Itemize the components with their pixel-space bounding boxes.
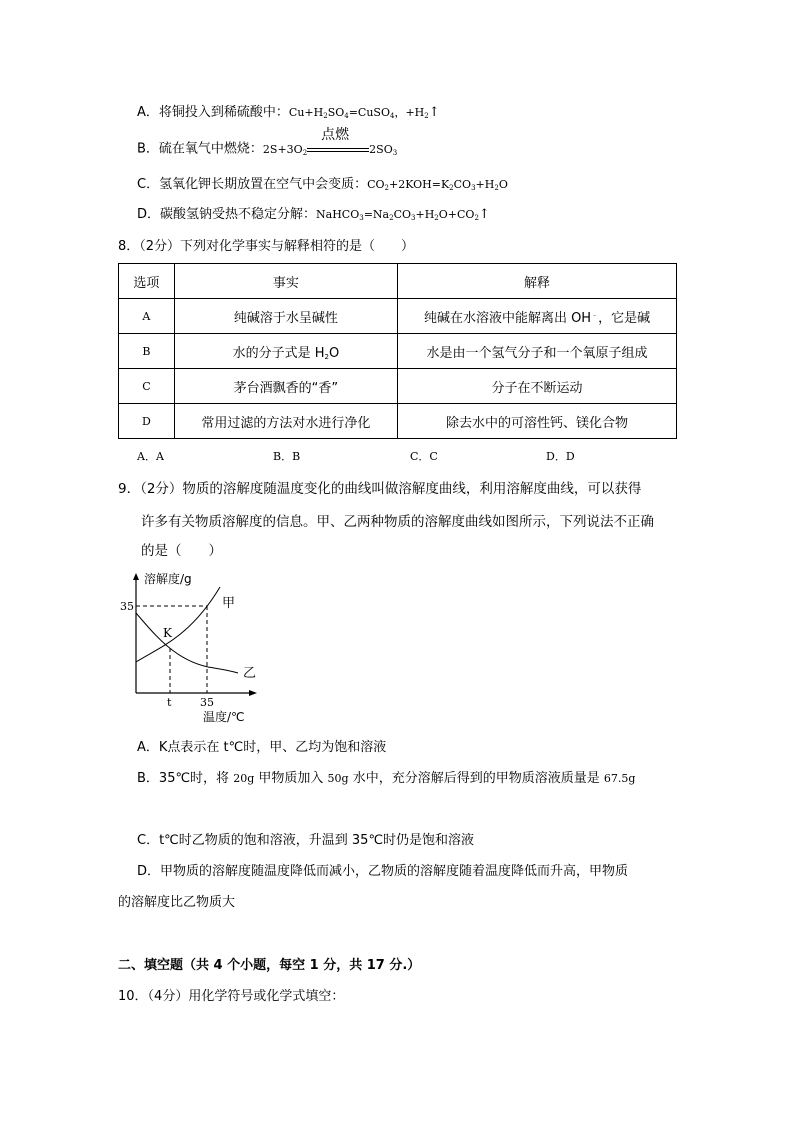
q9-stem-line2: 许多有关物质溶解度的信息。甲、乙两种物质的溶解度曲线如图所示，下列说法不正确 <box>141 514 654 530</box>
table-row <box>119 299 677 334</box>
table-cell-fact: 水的分子式是 $H_2O$ <box>174 334 397 369</box>
y-axis-label: 溶解度/g <box>144 572 192 586</box>
up-arrow-icon: ↑ <box>478 207 490 222</box>
q8-choice-d: D．D <box>546 450 575 463</box>
table-cell-option: C <box>119 369 175 404</box>
condition-label: 点燃 <box>321 127 350 143</box>
q7-option-a-formula: $Cu+H_2SO_4=CuSO_4$，$+H_2↑$ <box>288 105 440 120</box>
q7-option-d <box>137 207 490 226</box>
q7-option-c <box>137 177 508 196</box>
point-k-label: K <box>163 626 172 640</box>
q9-option-d-line1: D．甲物质的溶解度随温度降低而减小，乙物质的溶解度随着温度降低而升高，甲物质 <box>137 864 629 879</box>
table-header-cell: 事实 <box>174 264 397 299</box>
q7-option-c-text: C．氢氧化钾长期放置在空气中会变质： <box>137 177 368 192</box>
q9-option-a: A．K点表示在 t℃时，甲、乙均为饱和溶液 <box>137 740 387 755</box>
table-cell-explanation: 分子在不断运动 <box>398 369 677 404</box>
q10-stem: 10．（4分）用化学符号或化学式填空： <box>118 989 345 1004</box>
table-header-cell: 解释 <box>398 264 677 299</box>
table-cell-fact: 茅台酒飘香的“香” <box>174 369 397 404</box>
solubility-graph <box>110 565 270 730</box>
curve-yi-label: 乙 <box>243 666 257 681</box>
table-cell-option: D <box>119 404 175 439</box>
table-header-cell: 选项 <box>119 264 175 299</box>
q7-option-d-text: D．碳酸氢钠受热不稳定分解： <box>137 207 317 222</box>
q7-option-b <box>137 127 398 161</box>
q9-option-b: B．35℃时，将 20g 甲物质加入 50g 水中，充分溶解后得到的甲物质溶液质量是 67.5g <box>137 771 636 786</box>
up-arrow-icon: ↑ <box>428 105 440 120</box>
table-row <box>119 334 677 369</box>
equals-double-line <box>307 148 369 152</box>
table-cell-option: A <box>119 299 175 334</box>
q9-option-c: C．t℃时乙物质的饱和溶液，升温到 35℃时仍是饱和溶液 <box>137 833 475 848</box>
table-row <box>119 404 677 439</box>
curve-yi <box>136 613 238 673</box>
q8-stem: 8．（2分）下列对化学事实与解释相符的是（ ） <box>118 239 415 254</box>
q8-table <box>118 263 677 439</box>
q7-option-b-left: $2S+3O_2$ <box>262 142 308 157</box>
q7-option-d-formula: $NaHCO_3=Na_2CO_3+H_2O+CO_2↑$ <box>316 207 490 222</box>
table-cell-explanation: 水是由一个氢气分子和一个氧原子组成 <box>398 334 677 369</box>
table-cell-option: B <box>119 334 175 369</box>
q7-option-a-text: A．将铜投入到稀硫酸中： <box>137 105 289 120</box>
y-tick-35: 35 <box>120 600 134 613</box>
x-axis-label: 温度/℃ <box>203 710 245 724</box>
table-cell-fact: 常用过滤的方法对水进行净化 <box>174 404 397 439</box>
q7-option-b-right: $2SO_3$ <box>369 142 398 157</box>
q8-choice-a: A．A <box>137 450 164 463</box>
y-axis-arrow-icon <box>133 573 139 580</box>
q9-stem-line1: 9．（2分）物质的溶解度随温度变化的曲线叫做溶解度曲线，利用溶解度曲线，可以获得 <box>118 481 642 497</box>
q8-choice-b: B．B <box>273 450 301 463</box>
q7-option-b-text: B．硫在氧气中燃烧： <box>137 141 263 157</box>
curve-jia-label: 甲 <box>222 596 236 611</box>
q7-option-c-formula: $CO_2+2KOH=K_2CO_3+H_2O$ <box>367 178 508 192</box>
q9-stem-line3: 的是（ ） <box>141 543 222 559</box>
table-cell-fact: 纯碱溶于水呈碱性 <box>174 299 397 334</box>
q8-choice-c: C．C <box>410 450 438 463</box>
table-cell-explanation: 除去水中的可溶性钙、镁化合物 <box>398 404 677 439</box>
table-header-row <box>119 264 677 299</box>
table-cell-explanation: 纯碱在水溶液中能解离出 OH﹣，它是碱 <box>398 299 677 334</box>
x-tick-t: t <box>167 696 172 709</box>
q7-option-a <box>137 105 440 124</box>
section-2-title: 二、填空题（共 4 个小题，每空 1 分，共 17 分.） <box>118 958 421 973</box>
q9-option-d-line2: 的溶解度比乙物质大 <box>118 895 236 910</box>
table-row <box>119 369 677 404</box>
x-axis-arrow-icon <box>249 690 257 696</box>
reaction-condition <box>307 127 369 157</box>
x-tick-35: 35 <box>200 696 214 709</box>
